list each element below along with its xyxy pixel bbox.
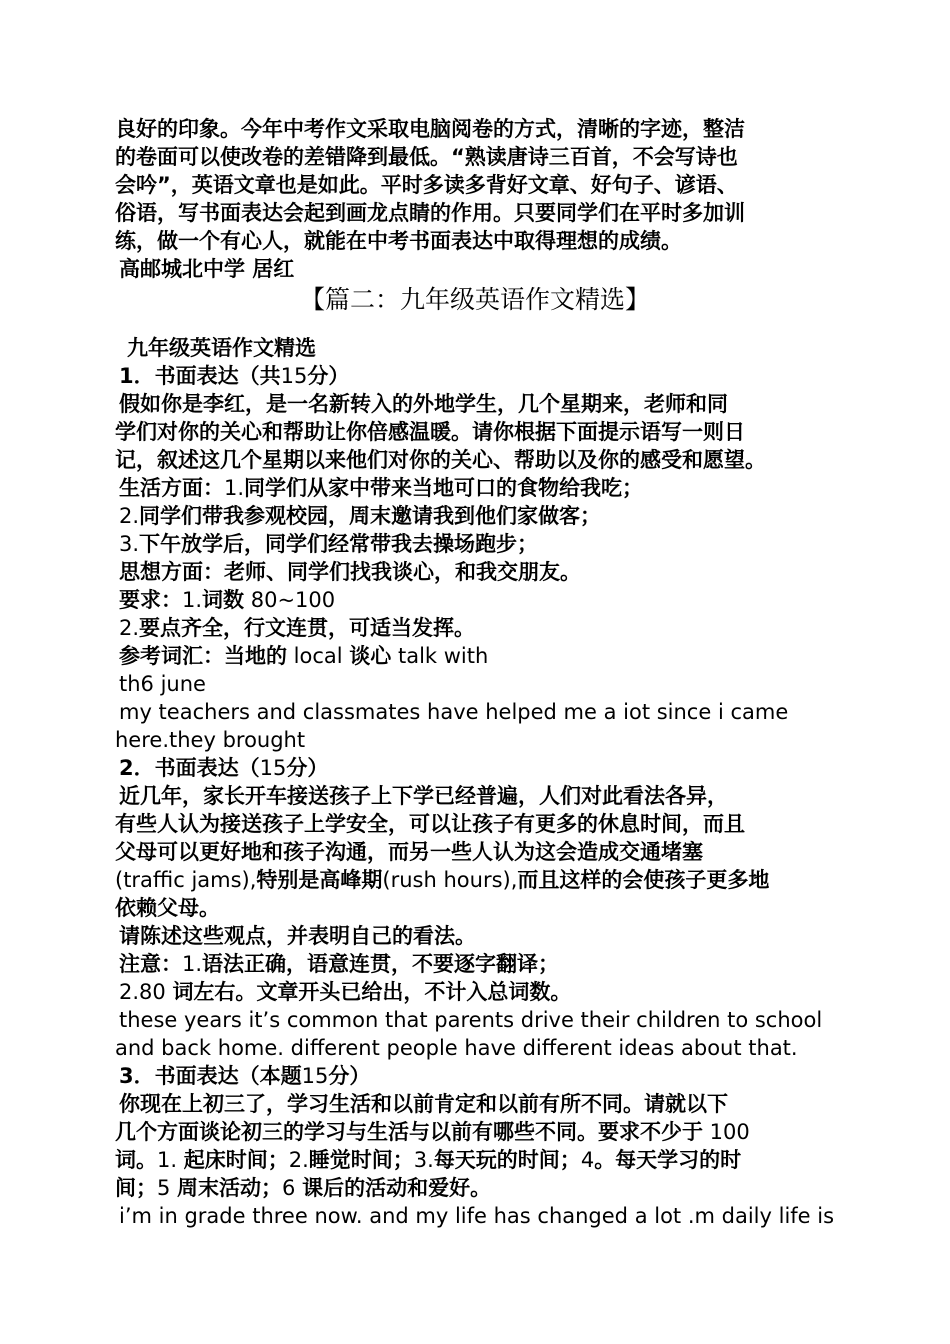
task2-title-prefix: 2．书面表达（ [119, 756, 260, 780]
task2-prompt-line: 有些人认为接送孩子上学安全，可以让孩子有更多的休息时间，而且 [115, 812, 745, 836]
prompt-3d: 2. [288, 1148, 309, 1172]
task1-vocab [115, 642, 840, 670]
section-heading: 九年级英语作文精选 [127, 336, 316, 360]
task1-req-2 [115, 614, 840, 642]
intro-paragraph [115, 115, 840, 283]
task1-prompt-line: 记，叙述这几个星期以来他们对你的关心、帮助以及你的感受和愿望。 [115, 448, 766, 472]
task1-thought: 思想方面：老师、同学们找我谈心，和我交朋友。 [119, 560, 581, 584]
section-title: 【篇二：九年级英语作文精选】 [299, 285, 650, 314]
prompt-2a: 几个方面谈论初三的学习与生活与以前有哪些不同。要求不少于 [115, 1120, 703, 1144]
author-line: 高邮城北中学 居红 [119, 257, 295, 281]
intro-line: 练，做一个有心人，就能在中考书面表达中取得理想的成绩。 [115, 229, 682, 253]
prompt-2b: 100 [703, 1120, 750, 1144]
task1-life-3 [115, 530, 840, 558]
prompt-3a: 词。 [115, 1148, 157, 1172]
prompt-4c: (rush hours), [382, 868, 518, 892]
intro-line: 俗语，写书面表达会起到画龙点睛的作用。只要同学们在平时多加训 [115, 201, 745, 225]
task2-title [115, 754, 840, 782]
life-3-text: 下午放学后，同学们经常带我去操场跑步； [139, 532, 539, 556]
task-section [115, 334, 840, 1230]
life-label: 生活方面： [119, 476, 224, 500]
prompt-4d: 6 [282, 1176, 303, 1200]
vocab-label: 参考词汇：当地的 [119, 644, 287, 668]
prompt-4e: 课后的活动和爱好。 [302, 1176, 492, 1200]
task2-answer-line: these years it’s common that parents drive their children to school [119, 1008, 823, 1032]
intro-line: 会吟”，英语文章也是如此。平时多读多背好文章、好句子、谚语、 [115, 173, 738, 197]
task1-life-2 [115, 502, 840, 530]
prompt-3e: 睡觉时间； [308, 1148, 414, 1172]
req-1-num: 1. [182, 588, 203, 612]
life-2-num: 2. [119, 504, 140, 528]
task1-prompt-line: 学们对你的关心和帮助让你倍感温暖。请你根据下面提示语写一则日 [115, 420, 745, 444]
task3-title [115, 1062, 840, 1090]
intro-line: 良好的印象。今年中考作文采取电脑阅卷的方式，清晰的字迹，整洁 [115, 117, 745, 141]
task2-note-2 [115, 978, 840, 1006]
task2-answer-line: and back home. different people have different ideas about that. [115, 1036, 798, 1060]
task2-prompt-line: 近几年，家长开车接送孩子上下学已经普遍，人们对此看法各异， [119, 784, 728, 808]
prompt-3f: 3. [413, 1148, 434, 1172]
task2-prompt-line [115, 866, 840, 894]
task2-prompt-line: 父母可以更好地和孩子沟通，而另一些人认为这会造成交通堵塞 [115, 840, 703, 864]
task1-life-1 [115, 474, 840, 502]
note-1-text: 语法正确，语意连贯，不要逐字翻译； [202, 952, 560, 976]
task2-prompt-line: 依赖父母。 [115, 896, 220, 920]
life-2-text: 同学们带我参观校园，周末邀请我到他们家做客； [139, 504, 602, 528]
intro-line: 的卷面可以使改卷的差错降到最低。“熟读唐诗三百首，不会写诗也 [115, 145, 738, 169]
vocab-local: local [287, 644, 350, 668]
task3-prompt-line [115, 1174, 840, 1202]
task1-title [115, 362, 840, 390]
prompt-3b: 1. [157, 1148, 184, 1172]
life-3-num: 3. [119, 532, 140, 556]
task1-answer-line: my teachers and classmates have helped me a iot since i came [119, 700, 789, 724]
task3-prompt-line [115, 1146, 840, 1174]
task3-title-prefix: 3．书面表达（本题 [119, 1064, 302, 1088]
task1-title-num: 15 [280, 364, 308, 388]
prompt-3g: 每天玩的时间； [433, 1148, 581, 1172]
prompt-3h: 4 [580, 1148, 595, 1172]
task1-title-suffix: 分） [307, 364, 350, 388]
prompt-4b: 特别是高峰期 [256, 868, 383, 892]
vocab-talk: 谈心 [349, 644, 392, 668]
req-2-text: 要点齐全，行文连贯，可适当发挥。 [139, 616, 476, 640]
prompt-4c: 周末活动； [177, 1176, 283, 1200]
task2-title-num: 15 [259, 756, 287, 780]
req-1-text: 词数 [202, 588, 245, 612]
task2-instruction: 请陈述这些观点，并表明自己的看法。 [119, 924, 476, 948]
task2-title-suffix: 分） [286, 756, 329, 780]
task2-note-1 [115, 950, 840, 978]
task3-title-suffix: 分） [328, 1064, 371, 1088]
task3-prompt-line [115, 1118, 840, 1146]
life-1-num: 1. [224, 476, 245, 500]
prompt-4d: 而且这样的会使孩子更多地 [517, 868, 770, 892]
prompt-4a: 间； [115, 1176, 157, 1200]
prompt-4b: 5 [157, 1176, 178, 1200]
life-1-text: 同学们从家中带来当地可口的食物给我吃； [244, 476, 644, 500]
task1-date: th6 june [119, 672, 206, 696]
note-2-num: 2.80 [119, 980, 173, 1004]
note-label: 注意： [119, 952, 182, 976]
req-1-range: 80~100 [244, 588, 336, 612]
task1-req-1 [115, 586, 840, 614]
task1-title-prefix: 1．书面表达（共 [119, 364, 281, 388]
prompt-3c: 起床时间； [183, 1148, 289, 1172]
task3-title-num: 15 [301, 1064, 329, 1088]
vocab-talkwith: talk with [391, 644, 489, 668]
req-2-num: 2. [119, 616, 140, 640]
req-label: 要求： [119, 588, 182, 612]
task1-answer-line: here.they brought [115, 728, 306, 752]
prompt-3i: 。每天学习的时 [594, 1148, 742, 1172]
task3-answer-line: i’m in grade three now. and my life has changed a lot .m daily life is [119, 1204, 835, 1228]
note-2-text: 词左右。文章开头已给出，不计入总词数。 [172, 980, 572, 1004]
prompt-4a: (traffic jams), [115, 868, 257, 892]
task3-prompt-line: 你现在上初三了，学习生活和以前肯定和以前有所不同。请就以下 [119, 1092, 728, 1116]
note-1-num: 1. [182, 952, 203, 976]
task1-prompt-line: 假如你是李红，是一名新转入的外地学生，几个星期来，老师和同 [119, 392, 728, 416]
